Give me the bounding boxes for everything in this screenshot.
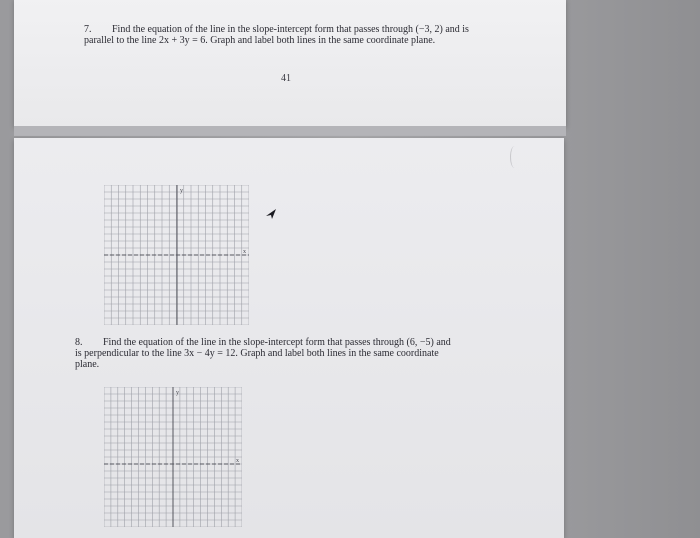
paper-mark (510, 146, 519, 168)
coordinate-grid-1 (104, 185, 249, 325)
y-axis-label: y (176, 390, 179, 396)
problem-7 (84, 24, 544, 46)
coordinate-grid-2 (104, 387, 242, 527)
problem-text-line: Find the equation of the line in the slope-intercept form that passes through (6, −5) and (103, 337, 451, 348)
page-number: 41 (281, 73, 291, 84)
mouse-pointer-icon (264, 207, 278, 225)
worksheet-page-top (14, 0, 566, 126)
problem-text-line: plane. (75, 359, 100, 370)
problem-text-line: Find the equation of the line in the slope-intercept form that passes through (−3, 2) and is (112, 24, 469, 35)
y-axis-label: y (180, 188, 183, 194)
page-divider (14, 126, 566, 136)
problem-text-line: is perpendicular to the line 3x − 4y = 12. Graph and label both lines in the same coordinate (75, 348, 439, 359)
x-axis-label: x (243, 249, 246, 255)
problem-8 (75, 337, 515, 370)
problem-number: 8. (75, 337, 83, 348)
problem-number: 7. (84, 24, 92, 35)
x-axis-label: x (236, 458, 239, 464)
problem-text-line: parallel to the line 2x + 3y = 6. Graph and label both lines in the same coordinate plane. (84, 35, 436, 46)
